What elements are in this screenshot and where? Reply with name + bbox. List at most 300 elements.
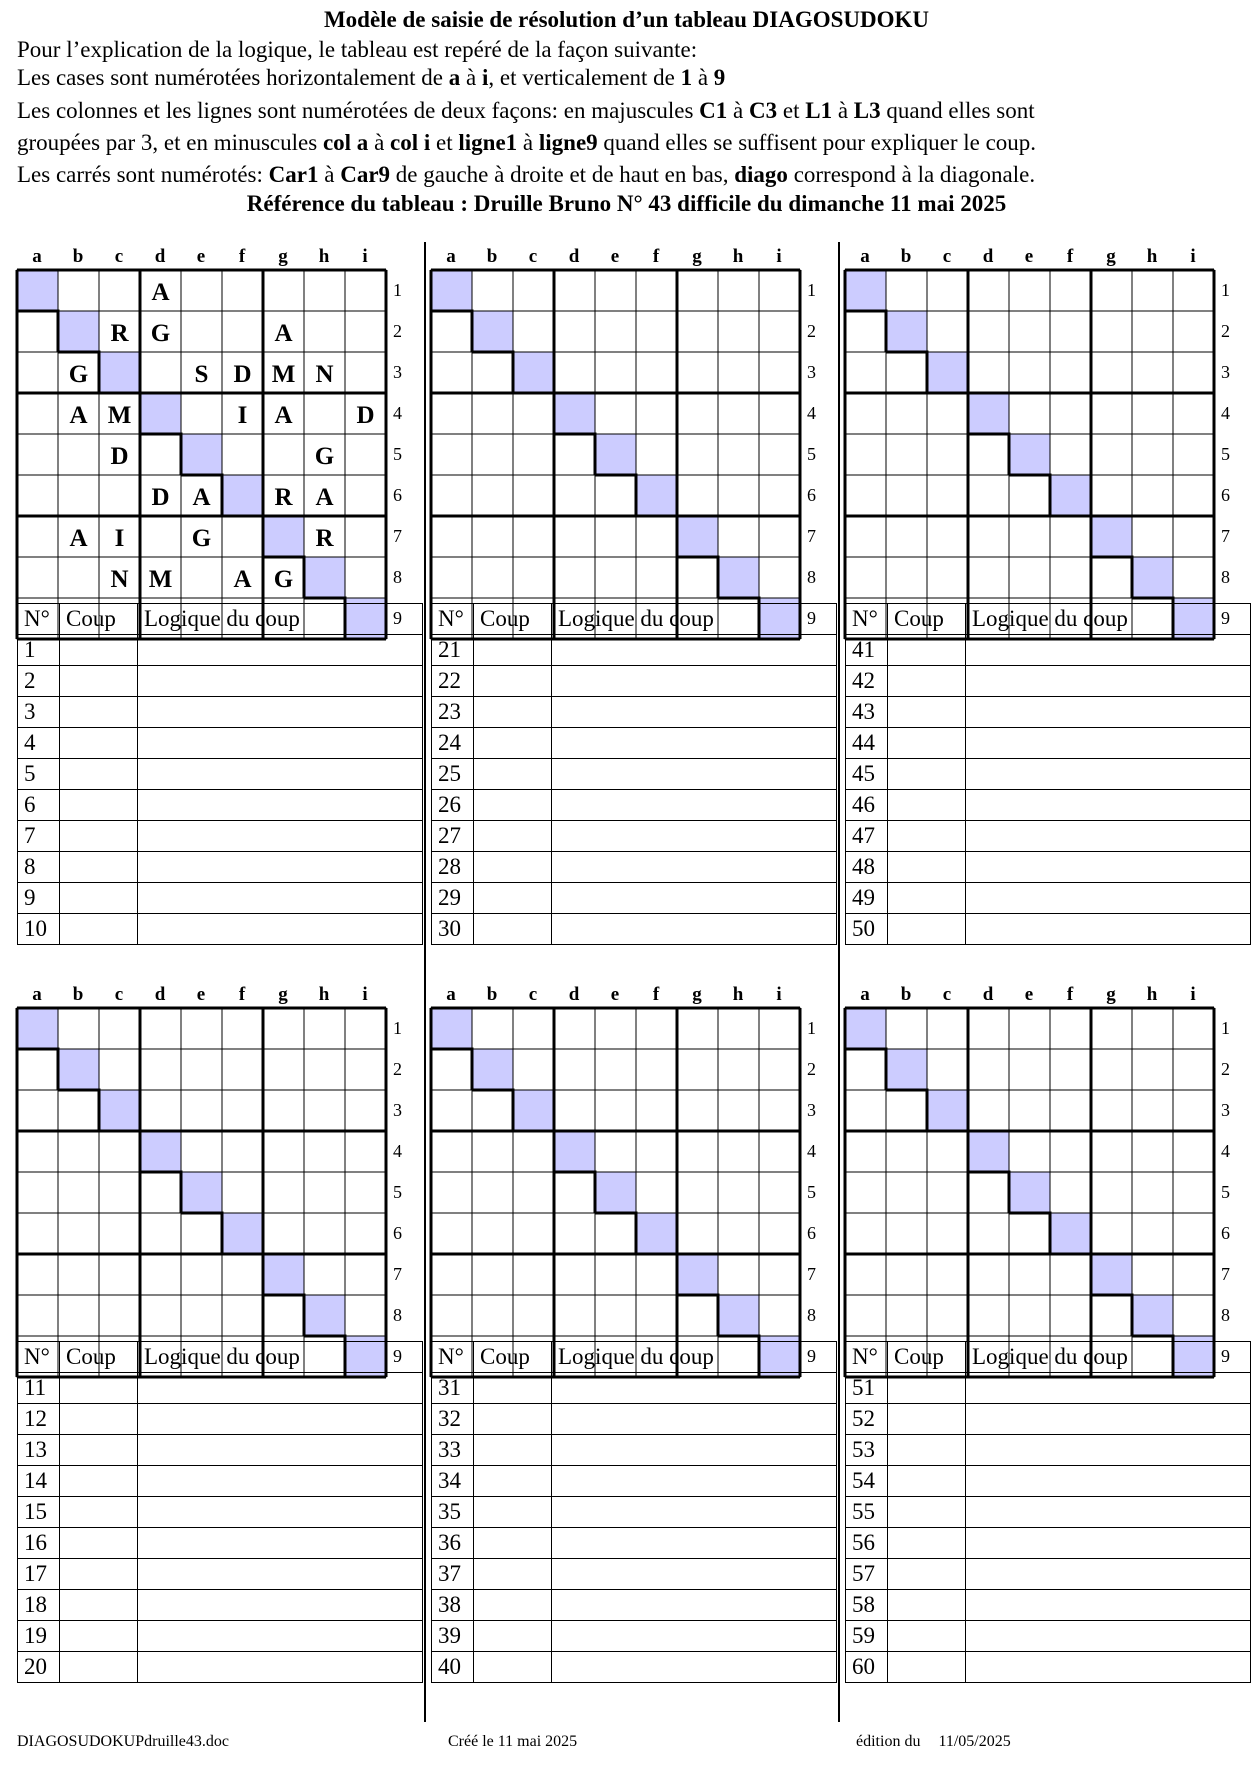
grid-cell[interactable] <box>1173 311 1214 352</box>
move-logic-cell[interactable] <box>138 697 423 728</box>
grid-cell[interactable] <box>886 1295 927 1336</box>
diagonal-cell[interactable] <box>845 270 886 311</box>
grid-cell[interactable] <box>472 434 513 475</box>
grid-cell[interactable] <box>1050 557 1091 598</box>
grid-cell[interactable] <box>718 1254 759 1295</box>
grid-cell[interactable] <box>968 352 1009 393</box>
move-logic-cell[interactable] <box>552 697 837 728</box>
diagonal-cell[interactable] <box>140 393 181 434</box>
move-logic-cell[interactable] <box>552 821 837 852</box>
move-coup-cell[interactable] <box>888 728 966 759</box>
move-coup-cell[interactable] <box>474 759 552 790</box>
grid-cell[interactable] <box>304 1213 345 1254</box>
diagonal-cell[interactable] <box>1050 475 1091 516</box>
grid-cell[interactable] <box>1091 270 1132 311</box>
grid-cell[interactable] <box>1173 393 1214 434</box>
grid-cell[interactable] <box>759 1295 800 1336</box>
move-coup-cell[interactable] <box>888 1373 966 1404</box>
grid-cell[interactable] <box>1050 311 1091 352</box>
grid-cell[interactable] <box>968 1172 1009 1213</box>
grid-cell[interactable] <box>595 1131 636 1172</box>
move-coup-cell[interactable] <box>888 666 966 697</box>
move-logic-cell[interactable] <box>138 883 423 914</box>
grid-cell[interactable] <box>263 1213 304 1254</box>
grid-cell[interactable] <box>17 1295 58 1336</box>
move-logic-cell[interactable] <box>138 1559 423 1590</box>
grid-cell[interactable] <box>17 434 58 475</box>
grid-cell[interactable] <box>1173 1090 1214 1131</box>
grid-cell[interactable] <box>17 557 58 598</box>
grid-cell[interactable] <box>1091 1295 1132 1336</box>
grid-cell[interactable] <box>1091 311 1132 352</box>
grid-cell[interactable] <box>927 1295 968 1336</box>
grid-cell[interactable] <box>554 1090 595 1131</box>
grid-cell[interactable] <box>472 1213 513 1254</box>
grid-cell[interactable] <box>17 1172 58 1213</box>
grid-cell[interactable] <box>595 516 636 557</box>
grid-cell[interactable] <box>886 434 927 475</box>
move-logic-cell[interactable] <box>966 1435 1251 1466</box>
grid-cell[interactable] <box>222 270 263 311</box>
grid-cell[interactable] <box>718 1008 759 1049</box>
grid-cell[interactable] <box>759 516 800 557</box>
move-logic-cell[interactable] <box>966 635 1251 666</box>
move-coup-cell[interactable] <box>888 883 966 914</box>
grid-cell[interactable] <box>17 1131 58 1172</box>
grid-cell[interactable] <box>140 1254 181 1295</box>
grid-cell[interactable] <box>927 1131 968 1172</box>
move-coup-cell[interactable] <box>888 697 966 728</box>
grid-cell[interactable] <box>513 434 554 475</box>
move-coup-cell[interactable] <box>60 635 138 666</box>
grid-cell[interactable] <box>304 1172 345 1213</box>
grid-cell[interactable] <box>1173 1131 1214 1172</box>
grid-cell[interactable] <box>140 1008 181 1049</box>
grid-cell[interactable] <box>304 393 345 434</box>
grid-cell[interactable] <box>759 352 800 393</box>
grid-cell[interactable] <box>472 516 513 557</box>
grid-cell[interactable] <box>304 270 345 311</box>
move-coup-cell[interactable] <box>474 821 552 852</box>
move-coup-cell[interactable] <box>888 790 966 821</box>
grid-cell[interactable] <box>58 1172 99 1213</box>
grid-cell[interactable] <box>718 1131 759 1172</box>
grid-cell[interactable] <box>1050 1049 1091 1090</box>
move-coup-cell[interactable] <box>60 666 138 697</box>
grid-cell[interactable] <box>513 1254 554 1295</box>
move-logic-cell[interactable] <box>138 759 423 790</box>
move-coup-cell[interactable] <box>60 883 138 914</box>
grid-cell[interactable] <box>345 311 386 352</box>
grid-cell[interactable] <box>927 1008 968 1049</box>
grid-cell[interactable] <box>17 393 58 434</box>
grid-cell[interactable] <box>58 1090 99 1131</box>
move-logic-cell[interactable] <box>552 1404 837 1435</box>
grid-cell[interactable] <box>431 557 472 598</box>
grid-cell[interactable] <box>718 311 759 352</box>
grid-cell[interactable] <box>263 1090 304 1131</box>
grid-cell[interactable] <box>636 1172 677 1213</box>
grid-cell[interactable] <box>1173 1254 1214 1295</box>
grid-cell[interactable] <box>1132 1213 1173 1254</box>
move-coup-cell[interactable] <box>60 790 138 821</box>
diagonal-cell[interactable] <box>1091 1254 1132 1295</box>
grid-cell[interactable] <box>1009 1049 1050 1090</box>
move-logic-cell[interactable] <box>552 790 837 821</box>
move-logic-cell[interactable] <box>138 1435 423 1466</box>
grid-cell[interactable] <box>513 475 554 516</box>
grid-cell[interactable] <box>472 1131 513 1172</box>
grid-cell[interactable] <box>1132 475 1173 516</box>
grid-cell[interactable] <box>1091 352 1132 393</box>
grid-cell[interactable] <box>927 1254 968 1295</box>
grid-cell[interactable] <box>636 557 677 598</box>
grid-cell[interactable] <box>554 434 595 475</box>
diagonal-cell[interactable] <box>927 352 968 393</box>
move-logic-cell[interactable] <box>138 1528 423 1559</box>
grid-cell[interactable] <box>886 1254 927 1295</box>
diagonal-cell[interactable] <box>554 1131 595 1172</box>
grid-cell[interactable] <box>845 475 886 516</box>
grid-cell[interactable] <box>1050 393 1091 434</box>
grid-cell[interactable] <box>345 1049 386 1090</box>
grid-cell[interactable] <box>345 270 386 311</box>
grid-cell[interactable] <box>886 1172 927 1213</box>
grid-cell[interactable] <box>472 1090 513 1131</box>
grid-cell[interactable] <box>718 1049 759 1090</box>
grid-cell[interactable] <box>472 1008 513 1049</box>
grid-cell[interactable] <box>140 1049 181 1090</box>
grid-cell[interactable] <box>718 393 759 434</box>
grid-cell[interactable] <box>759 1049 800 1090</box>
grid-cell[interactable] <box>845 1172 886 1213</box>
move-coup-cell[interactable] <box>60 852 138 883</box>
grid-cell[interactable] <box>58 434 99 475</box>
grid-cell[interactable] <box>58 1131 99 1172</box>
grid-cell[interactable] <box>845 1090 886 1131</box>
grid-cell[interactable] <box>554 1008 595 1049</box>
grid-cell[interactable] <box>1173 516 1214 557</box>
grid-cell[interactable] <box>431 1049 472 1090</box>
move-coup-cell[interactable] <box>888 1497 966 1528</box>
grid-cell[interactable] <box>1132 352 1173 393</box>
grid-cell[interactable] <box>845 1049 886 1090</box>
grid-cell[interactable] <box>58 1213 99 1254</box>
grid-cell[interactable] <box>636 516 677 557</box>
grid-cell[interactable] <box>677 475 718 516</box>
grid-cell[interactable] <box>472 270 513 311</box>
grid-cell[interactable] <box>99 1131 140 1172</box>
grid-cell[interactable] <box>554 1213 595 1254</box>
grid-cell[interactable] <box>595 352 636 393</box>
grid-cell[interactable] <box>1050 1295 1091 1336</box>
move-coup-cell[interactable] <box>888 821 966 852</box>
grid-cell[interactable] <box>304 1008 345 1049</box>
grid-cell[interactable] <box>1091 393 1132 434</box>
grid-cell[interactable] <box>968 475 1009 516</box>
grid-cell[interactable] <box>431 393 472 434</box>
grid-cell[interactable] <box>677 1213 718 1254</box>
grid-cell[interactable] <box>472 393 513 434</box>
grid-cell[interactable] <box>345 1213 386 1254</box>
grid-cell[interactable] <box>968 516 1009 557</box>
grid-cell[interactable] <box>927 1172 968 1213</box>
grid-cell[interactable] <box>1173 1172 1214 1213</box>
grid-cell[interactable] <box>1050 1254 1091 1295</box>
grid-cell[interactable] <box>1091 1008 1132 1049</box>
grid-cell[interactable] <box>513 1049 554 1090</box>
grid-cell[interactable] <box>886 393 927 434</box>
grid-cell[interactable] <box>345 1090 386 1131</box>
grid-cell[interactable] <box>140 1172 181 1213</box>
grid-cell[interactable] <box>17 475 58 516</box>
grid-cell[interactable] <box>886 1008 927 1049</box>
move-logic-cell[interactable] <box>552 883 837 914</box>
move-logic-cell[interactable] <box>552 635 837 666</box>
grid-cell[interactable] <box>636 352 677 393</box>
move-coup-cell[interactable] <box>474 697 552 728</box>
grid-cell[interactable] <box>927 434 968 475</box>
grid-cell[interactable] <box>181 1008 222 1049</box>
move-coup-cell[interactable] <box>474 1652 552 1683</box>
grid-cell[interactable] <box>181 393 222 434</box>
grid-cell[interactable] <box>472 1254 513 1295</box>
grid-cell[interactable] <box>845 516 886 557</box>
grid-cell[interactable] <box>927 1213 968 1254</box>
grid-cell[interactable] <box>181 557 222 598</box>
move-coup-cell[interactable] <box>474 852 552 883</box>
grid-cell[interactable] <box>718 352 759 393</box>
grid-cell[interactable] <box>345 1254 386 1295</box>
grid-cell[interactable] <box>513 557 554 598</box>
grid-cell[interactable] <box>1173 557 1214 598</box>
grid-cell[interactable] <box>636 1254 677 1295</box>
grid-cell[interactable] <box>1009 475 1050 516</box>
grid-cell[interactable] <box>99 475 140 516</box>
grid-cell[interactable] <box>99 1254 140 1295</box>
grid-cell[interactable] <box>263 270 304 311</box>
grid-cell[interactable] <box>677 1090 718 1131</box>
grid-cell[interactable] <box>222 1254 263 1295</box>
move-logic-cell[interactable] <box>138 666 423 697</box>
grid-cell[interactable] <box>886 352 927 393</box>
grid-cell[interactable] <box>886 1131 927 1172</box>
grid-cell[interactable] <box>677 393 718 434</box>
move-coup-cell[interactable] <box>60 1621 138 1652</box>
grid-cell[interactable] <box>181 1254 222 1295</box>
move-coup-cell[interactable] <box>60 821 138 852</box>
move-coup-cell[interactable] <box>474 1497 552 1528</box>
move-logic-cell[interactable] <box>552 914 837 945</box>
grid-cell[interactable] <box>472 475 513 516</box>
grid-cell[interactable] <box>17 1213 58 1254</box>
move-coup-cell[interactable] <box>474 1466 552 1497</box>
grid-cell[interactable] <box>1132 311 1173 352</box>
diagonal-cell[interactable] <box>181 434 222 475</box>
diagonal-cell[interactable] <box>140 1131 181 1172</box>
move-coup-cell[interactable] <box>60 697 138 728</box>
grid-cell[interactable] <box>140 1213 181 1254</box>
grid-cell[interactable] <box>927 516 968 557</box>
diagonal-cell[interactable] <box>968 1131 1009 1172</box>
move-coup-cell[interactable] <box>888 1528 966 1559</box>
grid-cell[interactable] <box>927 557 968 598</box>
move-logic-cell[interactable] <box>138 1497 423 1528</box>
grid-cell[interactable] <box>472 1172 513 1213</box>
grid-cell[interactable] <box>1009 352 1050 393</box>
move-logic-cell[interactable] <box>966 852 1251 883</box>
move-coup-cell[interactable] <box>474 1435 552 1466</box>
grid-cell[interactable] <box>1050 1090 1091 1131</box>
grid-cell[interactable] <box>759 1131 800 1172</box>
grid-cell[interactable] <box>636 393 677 434</box>
grid-cell[interactable] <box>1173 434 1214 475</box>
diagonal-cell[interactable] <box>677 516 718 557</box>
grid-cell[interactable] <box>513 1131 554 1172</box>
grid-cell[interactable] <box>345 1131 386 1172</box>
grid-cell[interactable] <box>677 1008 718 1049</box>
grid-cell[interactable] <box>513 1295 554 1336</box>
move-coup-cell[interactable] <box>474 666 552 697</box>
diagonal-cell[interactable] <box>968 393 1009 434</box>
grid-cell[interactable] <box>345 516 386 557</box>
grid-cell[interactable] <box>1132 1172 1173 1213</box>
grid-cell[interactable] <box>718 270 759 311</box>
grid-cell[interactable] <box>472 1295 513 1336</box>
move-logic-cell[interactable] <box>552 1373 837 1404</box>
grid-cell[interactable] <box>886 270 927 311</box>
grid-cell[interactable] <box>1009 311 1050 352</box>
grid-cell[interactable] <box>1173 352 1214 393</box>
grid-cell[interactable] <box>595 311 636 352</box>
move-logic-cell[interactable] <box>966 1590 1251 1621</box>
grid-cell[interactable] <box>140 516 181 557</box>
move-logic-cell[interactable] <box>552 1590 837 1621</box>
grid-cell[interactable] <box>263 1008 304 1049</box>
grid-cell[interactable] <box>636 1008 677 1049</box>
grid-cell[interactable] <box>968 1213 1009 1254</box>
grid-cell[interactable] <box>554 270 595 311</box>
grid-cell[interactable] <box>181 1131 222 1172</box>
diagonal-cell[interactable] <box>472 1049 513 1090</box>
move-coup-cell[interactable] <box>474 1590 552 1621</box>
grid-cell[interactable] <box>181 270 222 311</box>
move-logic-cell[interactable] <box>966 1404 1251 1435</box>
grid-cell[interactable] <box>554 557 595 598</box>
grid-cell[interactable] <box>304 1090 345 1131</box>
grid-cell[interactable] <box>1050 434 1091 475</box>
grid-cell[interactable] <box>677 1049 718 1090</box>
diagonal-cell[interactable] <box>636 475 677 516</box>
grid-cell[interactable] <box>1132 1131 1173 1172</box>
move-logic-cell[interactable] <box>138 821 423 852</box>
grid-cell[interactable] <box>718 1172 759 1213</box>
grid-cell[interactable] <box>636 311 677 352</box>
grid-cell[interactable] <box>431 1213 472 1254</box>
grid-cell[interactable] <box>513 1008 554 1049</box>
grid-cell[interactable] <box>1173 270 1214 311</box>
grid-cell[interactable] <box>181 1049 222 1090</box>
move-coup-cell[interactable] <box>474 1528 552 1559</box>
grid-cell[interactable] <box>595 1254 636 1295</box>
grid-cell[interactable] <box>595 1295 636 1336</box>
diagonal-cell[interactable] <box>431 270 472 311</box>
grid-cell[interactable] <box>181 311 222 352</box>
move-coup-cell[interactable] <box>474 1373 552 1404</box>
grid-cell[interactable] <box>595 557 636 598</box>
grid-cell[interactable] <box>140 1090 181 1131</box>
grid-cell[interactable] <box>595 475 636 516</box>
grid-cell[interactable] <box>718 434 759 475</box>
grid-cell[interactable] <box>636 1049 677 1090</box>
diagonal-cell[interactable] <box>677 1254 718 1295</box>
grid-cell[interactable] <box>431 1131 472 1172</box>
diagonal-cell[interactable] <box>58 311 99 352</box>
diagonal-cell[interactable] <box>58 1049 99 1090</box>
grid-cell[interactable] <box>1050 1131 1091 1172</box>
grid-cell[interactable] <box>345 1008 386 1049</box>
grid-cell[interactable] <box>1091 475 1132 516</box>
grid-cell[interactable] <box>845 352 886 393</box>
grid-cell[interactable] <box>968 434 1009 475</box>
grid-cell[interactable] <box>345 475 386 516</box>
grid-cell[interactable] <box>1050 352 1091 393</box>
grid-cell[interactable] <box>595 1008 636 1049</box>
grid-cell[interactable] <box>1132 393 1173 434</box>
move-coup-cell[interactable] <box>60 914 138 945</box>
grid-cell[interactable] <box>1009 557 1050 598</box>
grid-cell[interactable] <box>304 1131 345 1172</box>
move-coup-cell[interactable] <box>60 1373 138 1404</box>
move-coup-cell[interactable] <box>60 1590 138 1621</box>
move-coup-cell[interactable] <box>474 635 552 666</box>
move-logic-cell[interactable] <box>552 1497 837 1528</box>
grid-cell[interactable] <box>17 516 58 557</box>
move-logic-cell[interactable] <box>966 728 1251 759</box>
grid-cell[interactable] <box>99 1295 140 1336</box>
grid-cell[interactable] <box>1009 1131 1050 1172</box>
diagonal-cell[interactable] <box>99 352 140 393</box>
grid-cell[interactable] <box>222 516 263 557</box>
grid-cell[interactable] <box>595 270 636 311</box>
grid-cell[interactable] <box>513 516 554 557</box>
grid-cell[interactable] <box>1173 1213 1214 1254</box>
grid-cell[interactable] <box>181 1090 222 1131</box>
grid-cell[interactable] <box>845 1254 886 1295</box>
grid-cell[interactable] <box>759 434 800 475</box>
grid-cell[interactable] <box>513 311 554 352</box>
grid-cell[interactable] <box>304 1254 345 1295</box>
grid-cell[interactable] <box>554 516 595 557</box>
grid-cell[interactable] <box>636 1090 677 1131</box>
grid-cell[interactable] <box>1009 1090 1050 1131</box>
grid-cell[interactable] <box>636 270 677 311</box>
grid-cell[interactable] <box>431 1090 472 1131</box>
grid-cell[interactable] <box>1091 1172 1132 1213</box>
move-logic-cell[interactable] <box>966 883 1251 914</box>
grid-cell[interactable] <box>222 1049 263 1090</box>
grid-cell[interactable] <box>677 1295 718 1336</box>
grid-cell[interactable] <box>759 393 800 434</box>
diagonal-cell[interactable] <box>718 557 759 598</box>
grid-cell[interactable] <box>222 1131 263 1172</box>
diagonal-cell[interactable] <box>1132 1295 1173 1336</box>
grid-cell[interactable] <box>636 1131 677 1172</box>
grid-cell[interactable] <box>263 434 304 475</box>
grid-cell[interactable] <box>1009 1008 1050 1049</box>
move-logic-cell[interactable] <box>138 852 423 883</box>
move-logic-cell[interactable] <box>966 1652 1251 1683</box>
